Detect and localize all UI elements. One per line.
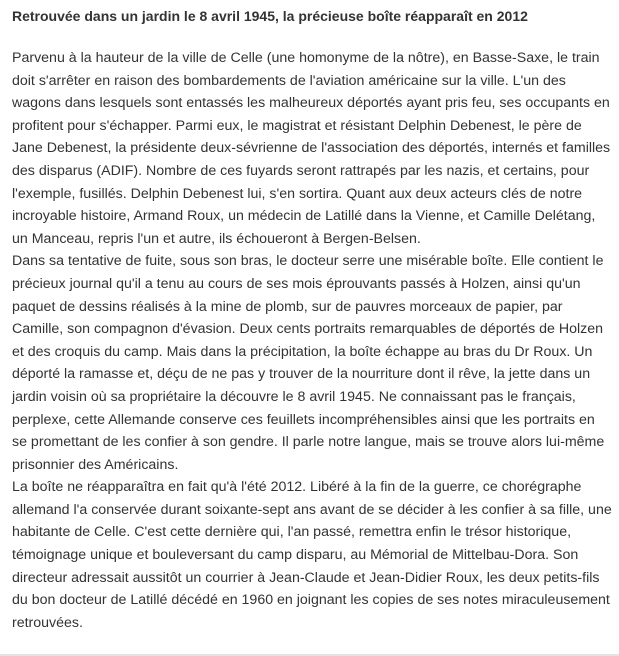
- article-body: [12, 47, 612, 634]
- article: [12, 6, 612, 634]
- article-paragraph: La boîte ne réapparaîtra en fait qu'à l'été 2012. Libéré à la fin de la guerre, ce chorégraphe allemand l'a conservée durant soixante-sept ans avant de se décider à les confier à sa fille, une habitante de Celle. C'est cette dernière qui, l'an passé, remettra enfin le trésor historique, témoignage unique et bouleversant du camp disparu, au Mémorial de Mittelbau-Dora. Son directeur adressait aussitôt un courrier à Jean-Claude et Jean-Didier Roux, les deux petits-fils du bon docteur de Latillé décédé en 1960 en joignant les copies de ses notes miraculeusement retrouvées.: [12, 479, 612, 631]
- article-paragraph: Parvenu à la hauteur de la ville de Celle (une homonyme de la nôtre), en Basse-Saxe, le train doit s'arrêter en raison des bombardements de l'aviation américaine sur la ville. L'un des wagons dans lesquels sont entassés les malheureux déportés ayant pris feu, ses occupants en profitent pour s'échapper. Parmi eux, le magistrat et résistant Delphin Debenest, le père de Jane Debenest, la présidente deux-sévrienne de l'association des déportés, internés et familles des disparus (ADIF). Nombre de ces fuyards seront rattrapés par les nazis, et certains, pour l'exemple, fusillés. Delphin Debenest lui, s'en sortira. Quant aux deux acteurs clés de notre incroyable histoire, Armand Roux, un médecin de Latillé dans la Vienne, et Camille Delétang, un Manceau, repris l'un et autre, ils échoueront à Bergen-Belsen.: [12, 50, 611, 247]
- article-headline: Retrouvée dans un jardin le 8 avril 1945, la précieuse boîte réapparaît en 2012: [12, 8, 528, 24]
- article-paragraph: Dans sa tentative de fuite, sous son bras, le docteur serre une misérable boîte. Elle contient le précieux journal qu'il a tenu au cours de ses mois éprouvants passés à Holzen, ainsi qu'un paquet de dessins réalisés à la mine de plomb, sur de pauvres morceaux de papier, par Camille, son compagnon d'évasion. Deux cents portraits remarquables de déportés de Holzen et des croquis du camp. Mais dans la précipitation, la boîte échappe au bras du Dr Roux. Un déporté la ramasse et, déçu de ne pas y trouver de la nourriture dont il rêve, la jette dans un jardin voisin où sa propriétaire la découvre le 8 avril 1945. Ne connaissant pas le français, perplexe, cette Allemande conserve ces feuillets incompréhensibles ainsi que les portraits en se promettant de les confier à son gendre. Il parle notre langue, mais se trouve alors lui-même prisonnier des Américains.: [12, 253, 605, 473]
